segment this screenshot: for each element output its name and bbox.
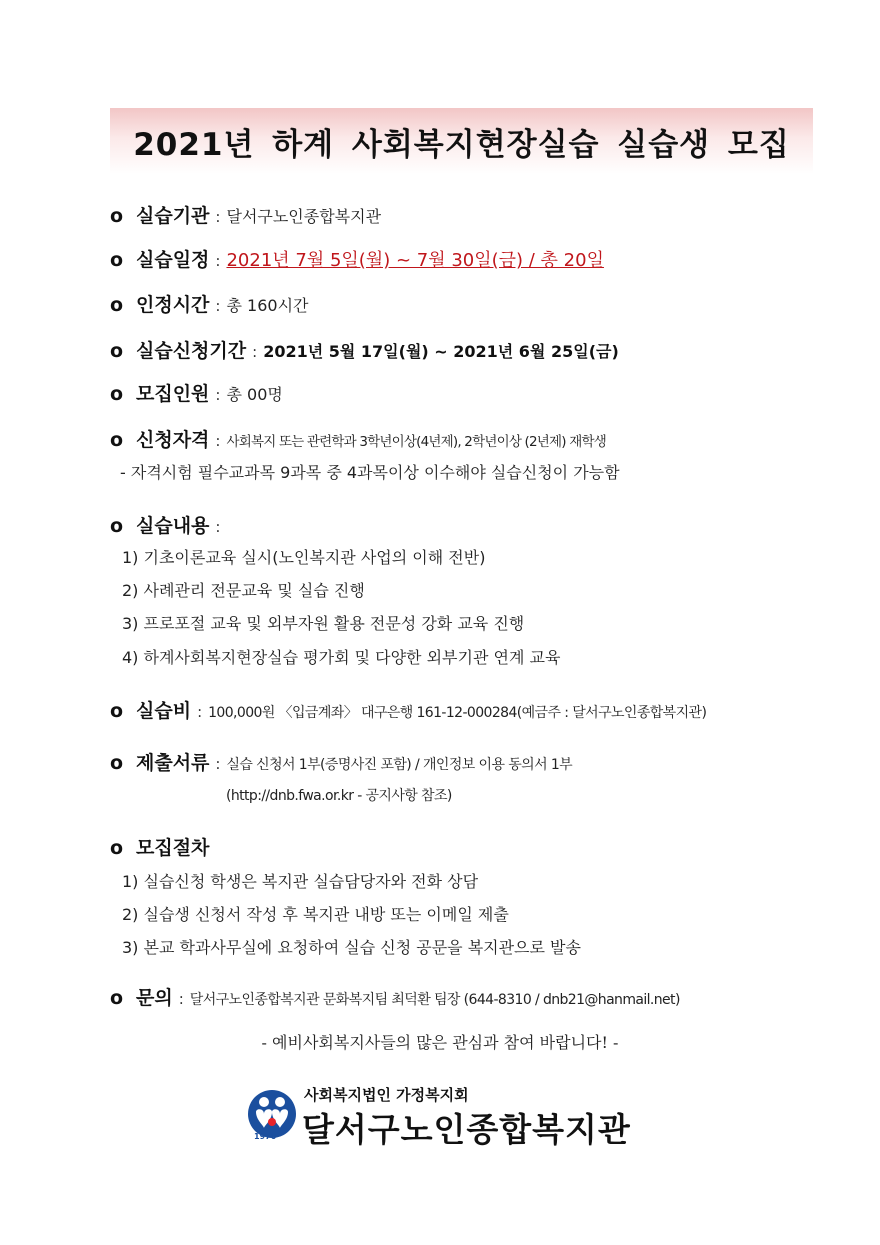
bullet: o xyxy=(110,294,124,316)
schedule-label: 실습일정 xyxy=(136,249,210,271)
apply-period-label: 실습신청기간 xyxy=(136,340,247,362)
item-hours xyxy=(110,290,308,317)
closing-message: - 예비사회복지사들의 많은 관심과 참여 바랍니다! - xyxy=(261,1033,619,1052)
separator: : xyxy=(215,755,221,773)
separator: : xyxy=(215,386,221,404)
qualification-note: - 자격시험 필수교과목 9과목 중 4과목이상 이수해야 실습신청이 가능함 xyxy=(120,463,620,482)
bullet: o xyxy=(110,987,124,1009)
item-schedule xyxy=(110,245,604,272)
recruits-value: 총 00명 xyxy=(226,385,283,404)
bullet: o xyxy=(110,340,124,362)
bullet: o xyxy=(110,752,124,774)
separator: : xyxy=(215,297,221,315)
separator: : xyxy=(215,432,221,450)
item-apply-period xyxy=(110,336,619,363)
bullet: o xyxy=(110,515,124,537)
separator: : xyxy=(215,208,221,226)
fee-label: 실습비 xyxy=(136,700,192,722)
list-item: 3) 프로포절 교육 및 외부자원 활용 전문성 강화 교육 진행 xyxy=(122,614,525,633)
item-content xyxy=(110,511,226,538)
institution-value: 달서구노인종합복지관 xyxy=(226,207,382,226)
title-banner xyxy=(110,108,813,174)
list-item: 2) 실습생 신청서 작성 후 복지관 내방 또는 이메일 제출 xyxy=(122,905,509,924)
hours-label: 인정시간 xyxy=(136,294,210,316)
logo-subtitle: 사회복지법인 가정복지회 xyxy=(304,1086,469,1104)
page-title: 2021년 하계 사회복지현장실습 실습생 모집 xyxy=(133,126,790,163)
separator: : xyxy=(215,252,221,270)
qualification-value: 사회복지 또는 관련학과 3학년이상(4년제), 2학년이상 (2년제) 재학생 xyxy=(226,434,606,450)
bullet: o xyxy=(110,205,124,227)
list-item: 2) 사례관리 전문교육 및 실습 진행 xyxy=(122,581,365,600)
documents-note: (http://dnb.fwa.or.kr - 공지사항 참조) xyxy=(226,788,452,804)
contact-label: 문의 xyxy=(136,987,173,1009)
logo-name: 달서구노인종합복지관 xyxy=(302,1110,631,1149)
contact-value: 달서구노인종합복지관 문화복지팀 최덕환 팀장 (644-8310 / dnb21@hanmail.net) xyxy=(189,992,680,1008)
bullet: o xyxy=(110,383,124,405)
bullet: o xyxy=(110,429,124,451)
logo-year: 1970 xyxy=(254,1132,277,1141)
separator: : xyxy=(215,518,221,536)
apply-period-value: 2021년 5월 17일(월) ~ 2021년 6월 25일(금) xyxy=(263,342,619,361)
content-label: 실습내용 xyxy=(136,515,210,537)
list-item: 4) 하계사회복지현장실습 평가회 및 다양한 외부기관 연계 교육 xyxy=(122,648,561,667)
separator: : xyxy=(252,343,258,361)
documents-label: 제출서류 xyxy=(136,752,210,774)
list-item: 3) 본교 학과사무실에 요청하여 실습 신청 공문을 복지관으로 발송 xyxy=(122,938,581,957)
list-item: 1) 기초이론교육 실시(노인복지관 사업의 이해 전반) xyxy=(122,548,486,567)
item-institution xyxy=(110,201,381,228)
separator: : xyxy=(197,703,203,721)
bullet: o xyxy=(110,249,124,271)
bullet: o xyxy=(110,837,124,859)
fee-value: 100,000원 〈입금계좌〉 대구은행 161-12-000284(예금주 : 달서구노인종합복지관) xyxy=(208,705,707,721)
item-procedure xyxy=(110,833,209,860)
item-fee xyxy=(110,696,706,723)
recruits-label: 모집인원 xyxy=(136,383,210,405)
qualification-label: 신청자격 xyxy=(136,429,210,451)
documents-value: 실습 신청서 1부(증명사진 포함) / 개인정보 이용 동의서 1부 xyxy=(226,757,573,773)
item-qualification xyxy=(110,425,606,452)
bullet: o xyxy=(110,700,124,722)
organization-logo xyxy=(246,1082,646,1152)
item-contact xyxy=(110,983,680,1010)
separator: : xyxy=(178,990,184,1008)
schedule-value: 2021년 7월 5일(월) ~ 7월 30일(금) / 총 20일 xyxy=(226,250,604,271)
institution-label: 실습기관 xyxy=(136,205,210,227)
item-documents xyxy=(110,748,572,775)
item-recruits xyxy=(110,379,283,406)
procedure-label: 모집절차 xyxy=(136,837,210,859)
hours-value: 총 160시간 xyxy=(226,296,309,315)
list-item: 1) 실습신청 학생은 복지관 실습담당자와 전화 상담 xyxy=(122,872,479,891)
